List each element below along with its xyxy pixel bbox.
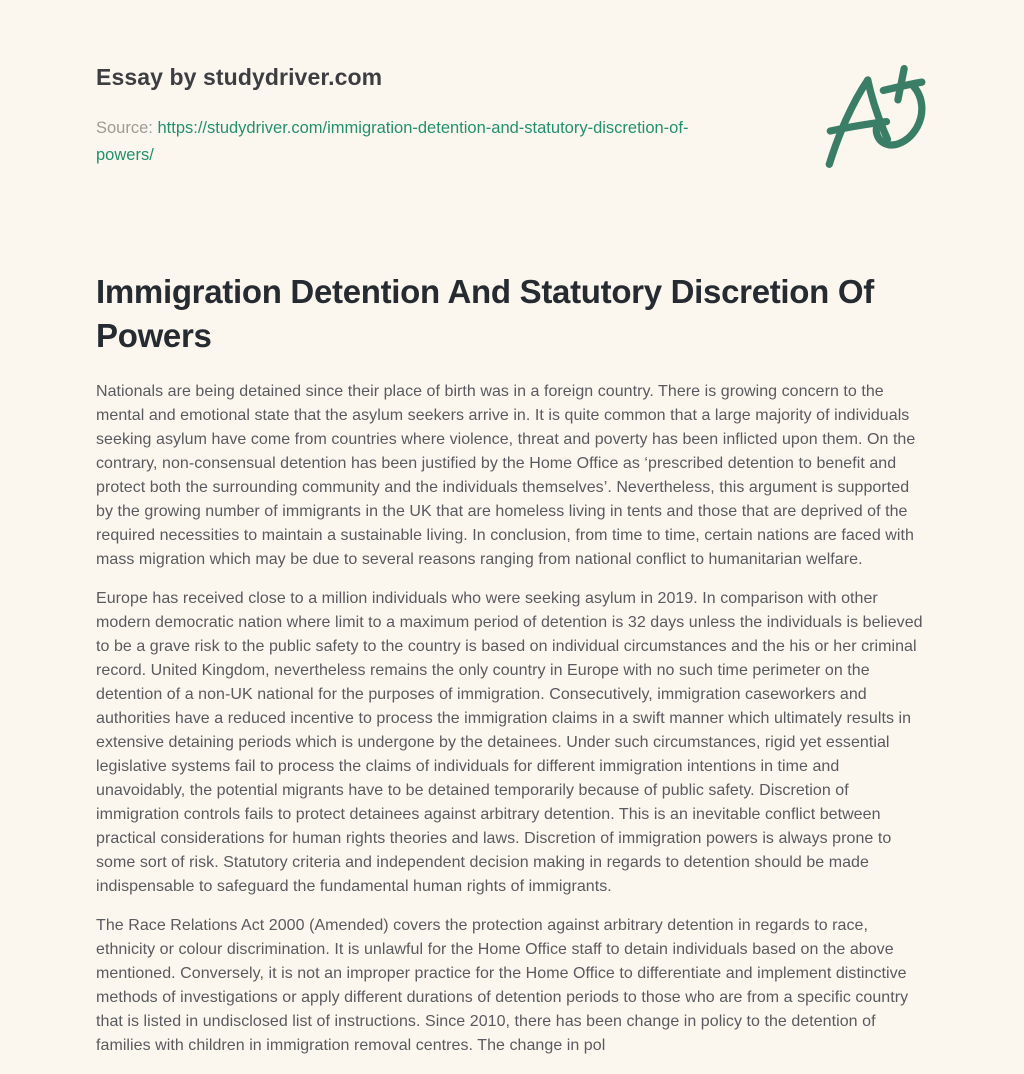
essay-paragraph: The Race Relations Act 2000 (Amended) covers the protection against arbitrary detention in regards to race, ethnicity or colour discrimination. It is unlawful for the Home Office staff to detain individuals based on the above mentioned. Conversely, it is not an improper practice for the Home Office to differentiate and implement distinctive methods of investigations or apply different durations of detention periods to those who are from a specific country that is listed in undisclosed list of instructions. Since 2010, there has been change in policy to the detention of families with children in immigration removal centres. The change in pol <box>96 917 909 1054</box>
source-url-link[interactable]: https://studydriver.com/immigration-detention-and-statutory-discretion-of-powers/ <box>96 119 689 165</box>
essay-paragraph: Nationals are being detained since their place of birth was in a foreign country. There is growing concern to the mental and emotional state that the asylum seekers arrive in. It is quite common that a large majority of individuals seeking asylum have come from countries where violence, threat and poverty has been inflicted upon them. On the contrary, non-consensual detention has been justified by the Home Office as ‘prescribed detention to benefit and protect both the surrounding community and the individuals themselves’. Nevertheless, this argument is supported by the growing number of immigrants in the UK that are homeless living in tents and those that are deprived of the required necessities to maintain a sustainable living. In conclusion, from time to time, certain nations are faced with mass migration which may be due to several reasons ranging from national conflict to humanitarian welfare. <box>96 383 916 568</box>
a-plus-logo <box>822 58 926 178</box>
document-title: Immigration Detention And Statutory Discretion Of Powers <box>96 273 874 354</box>
essay-paragraph: Europe has received close to a million individuals who were seeking asylum in 2019. In comparison with other modern democratic nation where limit to a maximum period of detention is 32 days unless the individuals is believed to be a grave risk to the public safety to the country is based on individual circumstances and the his or her criminal record. United Kingdom, nevertheless remains the only country in Europe with no such time perimeter on the detention of a non-UK national for the purposes of immigration. Consecutively, immigration caseworkers and authorities have a reduced incentive to process the immigration claims in a swift manner which ultimately results in extensive detaining periods which is undergone by the detainees. Under such circumstances, rigid yet essential legislative systems fail to process the claims of individuals for different immigration intentions in time and unavoidably, the potential migrants have to be detained temporarily because of public safety. Discretion of immigration controls fails to protect detainees against arbitrary detention. This is an inevitable conflict between practical considerations for human rights theories and laws. Discretion of immigration powers is always prone to some sort of risk. Statutory criteria and independent decision making in regards to detention should be made indispensable to safeguard the fundamental human rights of immigrants. <box>96 590 923 895</box>
document-body <box>96 380 928 1058</box>
source-line <box>96 115 721 169</box>
header-text-block <box>96 62 721 169</box>
essay-heading: Essay by studydriver.com <box>96 64 383 90</box>
source-label: Source: <box>96 119 153 137</box>
page-header <box>96 62 928 178</box>
